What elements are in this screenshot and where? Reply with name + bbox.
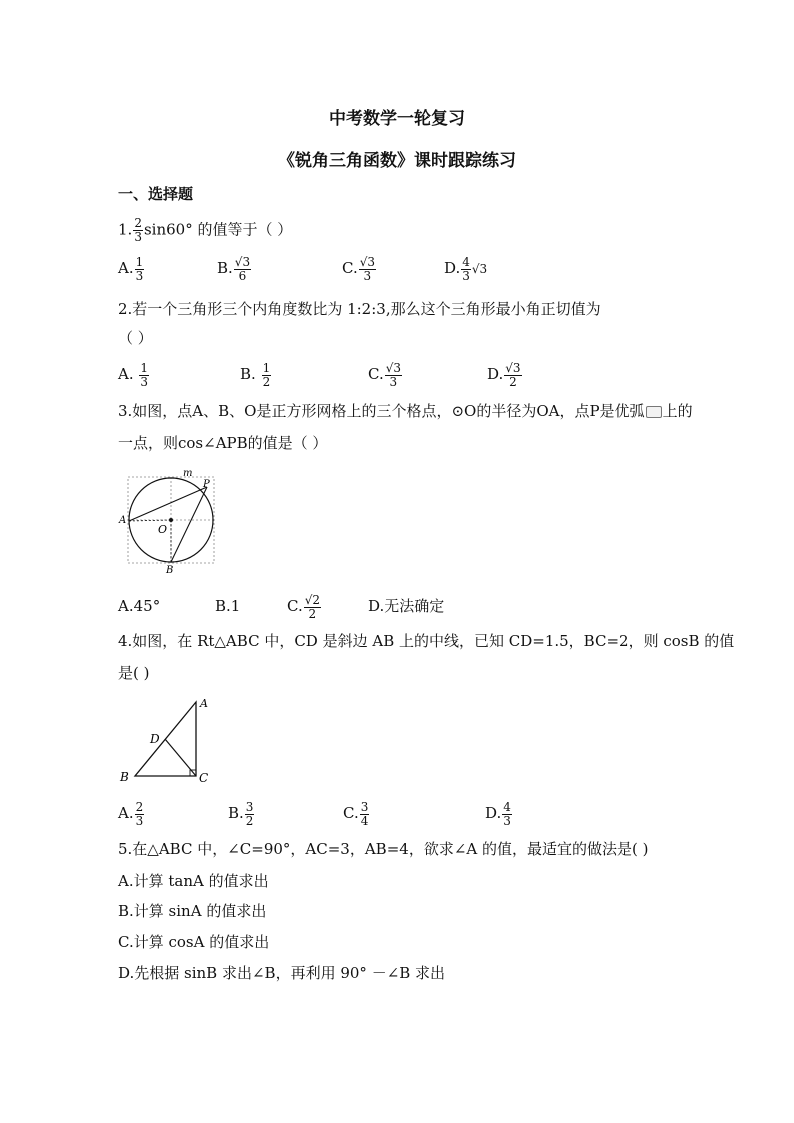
q1-option-a[interactable]: A. $\frac{1}{3}$ (118, 254, 144, 283)
label-b: B (120, 770, 129, 784)
q2-option-d[interactable]: D. $\frac{√3}{2}$ (487, 360, 521, 389)
label-d: D (150, 732, 160, 746)
label-p: P (203, 479, 210, 490)
question-2-stem-cont: （ ） (118, 329, 153, 347)
q3-option-c[interactable]: C. $\frac{√2}{2}$ (287, 592, 320, 621)
question-5-stem: 5.在△ABC 中，∠C=90°，AC=3，AB=4，欲求∠A 的值，最适宜的做法是( ) (118, 840, 649, 858)
right-triangle-figure (115, 690, 220, 790)
q5-option-c[interactable]: C.计算 cosA 的值求出 (118, 933, 270, 951)
label-m: m (183, 468, 193, 479)
q2-option-c[interactable]: C. $\frac{√3}{3}$ (368, 360, 401, 389)
q2-option-b[interactable]: B. $\frac{1}{2}$ (240, 360, 271, 389)
fraction: $\frac{2}{3}$ (134, 216, 142, 244)
segment-bp (171, 487, 207, 562)
q1-option-c[interactable]: C. $\frac{√3}{3}$ (342, 254, 375, 283)
question-4-stem-cont: 是( ) (118, 664, 150, 682)
q4-option-c[interactable]: C. $\frac{3}{4}$ (343, 799, 369, 828)
q5-option-b[interactable]: B.计算 sinA 的值求出 (118, 902, 267, 920)
segment-ap (129, 487, 207, 521)
question-1-stem (118, 217, 292, 244)
q4-option-b[interactable]: B. $\frac{3}{2}$ (228, 799, 254, 828)
question-2-stem: 2.若一个三角形三个内角度数比为 1:2:3,那么这个三角形最小角正切值为 (118, 300, 601, 318)
q5-option-a[interactable]: A.计算 tanA 的值求出 (118, 872, 269, 890)
q5-option-d[interactable]: D.先根据 sinB 求出∠B，再利用 90° －∠B 求出 (118, 964, 446, 982)
q4-option-d[interactable]: D. $\frac{4}{3}$ (485, 799, 511, 828)
question-3-stem: 3.如图，点A、B、O是正方形网格上的三个格点，⊙O的半径为OA，点P是优弧 上的 (118, 402, 693, 420)
label-c: C (199, 771, 209, 785)
q3-option-a[interactable]: A.45° (118, 597, 161, 615)
label-b: B (166, 565, 174, 575)
q3-option-d[interactable]: D.无法确定 (368, 597, 445, 615)
q1-option-d[interactable]: D. $\frac{4}{3}$ √3 (444, 254, 488, 283)
label-a: A (200, 697, 208, 710)
q1-option-b[interactable]: B. $\frac{√3}{6}$ (217, 254, 251, 283)
center-point (169, 518, 173, 522)
question-text: sin60° 的值等于（ ） (143, 220, 293, 239)
page-subtitle: 《锐角三角函数》课时跟踪练习 (278, 151, 516, 171)
median-cd (165, 739, 196, 776)
q4-option-a[interactable]: A. $\frac{2}{3}$ (118, 799, 144, 828)
q2-option-a[interactable]: A. $\frac{1}{3}$ (118, 360, 149, 389)
question-number: 1. (118, 220, 133, 239)
page-title: 中考数学一轮复习 (329, 109, 465, 129)
label-o: O (158, 523, 168, 536)
q3-option-b[interactable]: B.1 (215, 597, 241, 615)
question-3-stem-cont: 一点，则cos∠APB的值是（ ） (118, 434, 328, 452)
circle-grid-figure (115, 465, 225, 575)
arc-symbol-icon (646, 406, 662, 418)
label-a: A (119, 515, 127, 526)
section-heading: 一、选择题 (118, 185, 194, 203)
question-4-stem: 4.如图，在 Rt△ABC 中，CD 是斜边 AB 上的中线，已知 CD=1.5，BC=2，则 cosB 的值 (118, 632, 735, 650)
